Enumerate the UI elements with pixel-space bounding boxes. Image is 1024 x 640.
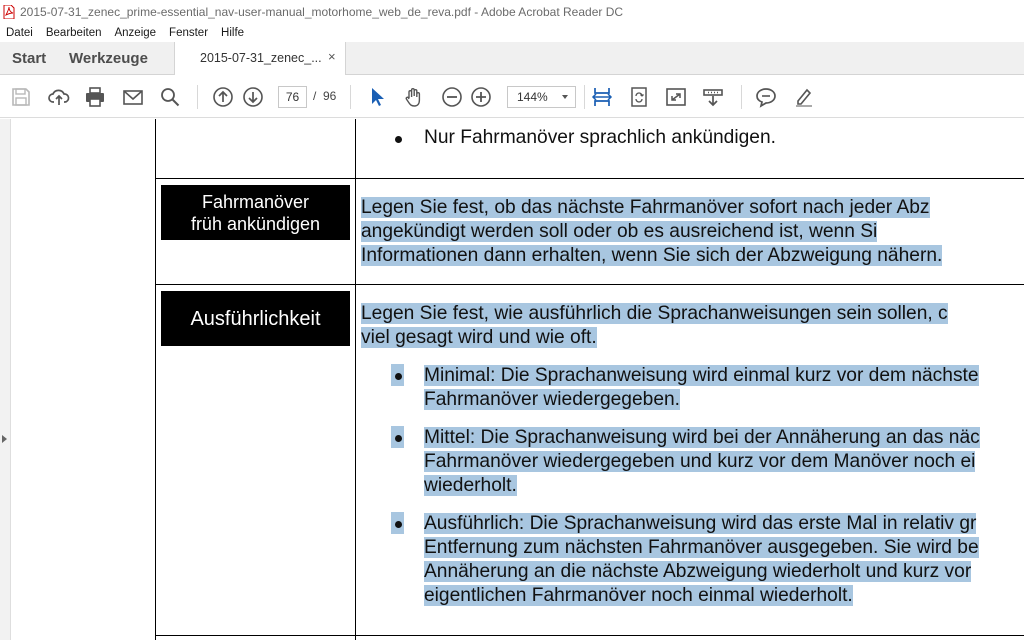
highlighted-text: viel gesagt wird und wie oft. <box>361 327 597 348</box>
bullet-text <box>424 126 776 150</box>
menu-hilfe[interactable]: Hilfe <box>221 26 245 39</box>
menu-bearbeiten[interactable]: Bearbeiten <box>45 26 102 39</box>
text-line: Nur Fahrmanöver sprachlich ankündigen. <box>424 127 776 148</box>
highlighted-text: angekündigt werden soll oder ob es ausreichend ist, wenn Si <box>361 221 878 242</box>
close-tab-icon[interactable]: × <box>328 49 336 64</box>
highlighted-text: Mittel: Die Sprachanweisung wird bei der Annäherung an das näc <box>424 427 980 448</box>
zoom-level-select[interactable] <box>507 86 576 108</box>
highlighted-text: Legen Sie fest, wie ausführlich die Sprachanweisungen sein sollen, c <box>361 303 948 324</box>
row1-description[interactable] <box>361 196 942 268</box>
document-view[interactable] <box>12 119 1024 640</box>
chevron-down-icon <box>562 95 568 99</box>
toolbar-separator <box>350 85 351 109</box>
highlighted-text: Legen Sie fest, ob das nächste Fahrmanöver sofort nach jeder Abz <box>361 197 930 218</box>
next-page-icon[interactable] <box>240 84 266 110</box>
highlighted-text: eigentlichen Fahrmanöver noch einmal wiederholt. <box>424 585 853 606</box>
highlighted-text: Fahrmanöver wiedergegeben und kurz vor dem Manöver noch ei <box>424 451 976 472</box>
print-icon[interactable] <box>82 84 108 110</box>
rotate-view-icon[interactable] <box>626 84 652 110</box>
total-pages: 96 <box>323 89 337 103</box>
search-icon[interactable] <box>157 84 183 110</box>
label-line: Fahrmanöver <box>201 191 310 212</box>
zoom-level-value: 144% <box>517 90 548 104</box>
toolbar-separator <box>584 85 585 109</box>
bullet-marker <box>395 435 402 442</box>
table-border-middle <box>355 119 356 640</box>
label-line: Ausführlichkeit <box>190 307 321 330</box>
table-row-divider <box>155 178 1024 179</box>
table-row-divider <box>155 284 1024 285</box>
bullet-marker <box>395 521 402 528</box>
bullet-ausfuehrlich[interactable] <box>424 512 979 608</box>
highlighted-text: Ausführlich: Die Sprachanweisung wird das erste Mal in relativ gr <box>424 513 977 534</box>
toolbar-separator <box>197 85 198 109</box>
zoom-out-icon[interactable] <box>439 84 465 110</box>
scroll-mode-icon[interactable] <box>700 84 726 110</box>
table-row-divider <box>155 635 1024 636</box>
menu-datei[interactable]: Datei <box>6 26 33 39</box>
menu-bar <box>0 23 1024 42</box>
menu-anzeige[interactable]: Anzeige <box>114 26 157 39</box>
tab-start[interactable]: Start <box>12 50 47 67</box>
tab-werkzeuge[interactable]: Werkzeuge <box>69 50 148 67</box>
select-cursor-icon[interactable] <box>364 84 390 110</box>
page-number-input[interactable]: 76 <box>278 86 307 108</box>
row-label-ausfuehrlichkeit <box>161 291 350 346</box>
tab-bar <box>0 42 1024 75</box>
pdf-file-icon <box>3 5 15 19</box>
comment-icon[interactable] <box>753 84 779 110</box>
row2-description[interactable] <box>361 302 948 350</box>
left-panel-collapsed[interactable] <box>0 119 11 640</box>
zoom-in-icon[interactable] <box>468 84 494 110</box>
window-title: 2015-07-31_zenec_prime-essential_nav-user-manual_motorhome_web_de_reva.pdf - Adobe Acrobat Reader DC <box>20 4 624 19</box>
highlighted-text: wiederholt. <box>424 475 517 496</box>
highlighted-text: Annäherung an die nächste Abzweigung wiederholt und kurz vor <box>424 561 972 582</box>
fit-page-width-icon[interactable] <box>589 84 615 110</box>
bullet-marker <box>395 136 402 143</box>
bullet-marker <box>395 373 402 380</box>
bullet-minimal[interactable] <box>424 364 979 412</box>
bullet-mittel[interactable] <box>424 426 980 498</box>
previous-page-icon[interactable] <box>210 84 236 110</box>
highlighted-text: Entfernung zum nächsten Fahrmanöver ausgegeben. Sie wird be <box>424 537 979 558</box>
highlighted-text: Minimal: Die Sprachanweisung wird einmal kurz vor dem nächste <box>424 365 979 386</box>
highlighted-text: Fahrmanöver wiedergegeben. <box>424 389 680 410</box>
expand-panel-icon[interactable] <box>2 435 7 443</box>
table-border-left <box>155 119 156 640</box>
label-line: früh ankündigen <box>190 213 321 234</box>
document-tab-label: 2015-07-31_zenec_... <box>200 51 322 65</box>
page-separator: / <box>313 89 317 103</box>
tab-document[interactable] <box>174 42 346 76</box>
highlighted-text: Informationen dann erhalten, wenn Sie sich der Abzweigung nähern. <box>361 245 943 266</box>
full-screen-icon[interactable] <box>663 84 689 110</box>
toolbar <box>0 75 1024 118</box>
toolbar-separator <box>741 85 742 109</box>
hand-tool-icon[interactable] <box>401 84 427 110</box>
row-label-fahrmanoever <box>161 185 350 240</box>
highlight-pen-icon[interactable] <box>790 84 816 110</box>
upload-cloud-icon[interactable] <box>46 84 72 110</box>
save-icon[interactable] <box>8 84 34 110</box>
menu-fenster[interactable]: Fenster <box>169 26 209 39</box>
title-bar <box>0 0 1024 23</box>
email-icon[interactable] <box>120 84 146 110</box>
